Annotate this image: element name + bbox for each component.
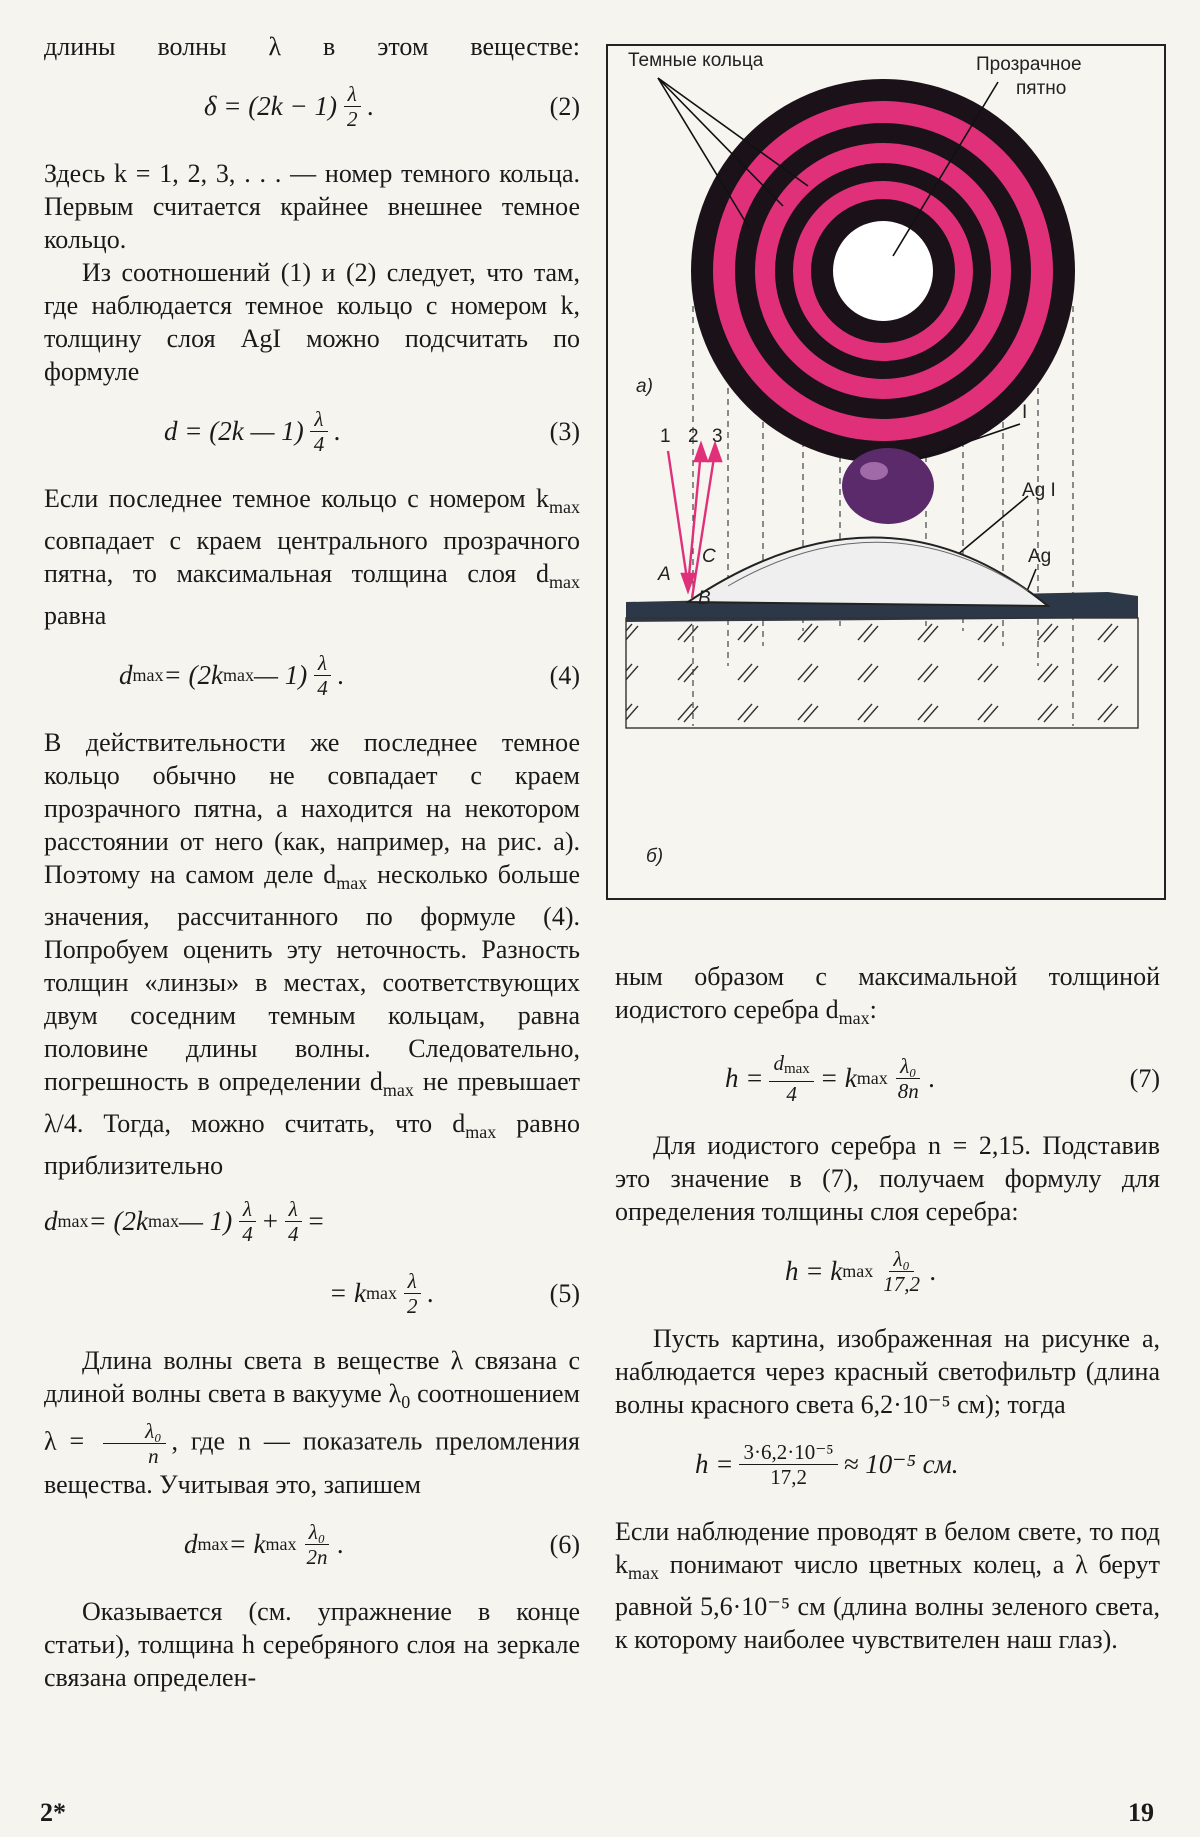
figure-drawing: [608, 46, 1164, 898]
paragraph: Если последнее темное кольцо с номером $k_{max}$ совпадает с краем центрального прозрачного пятна, то максимальная толщина слоя $d_{max}$ равна: [44, 484, 580, 630]
formula-7: h = $\frac{d_{max}}{4}$ = k max $\frac{\text{λ₀}}{8n}$ . (7): [725, 1050, 1160, 1106]
paragraph: Здесь k = 1, 2, 3, . . . — номер темного кольца. Первым считается крайнее внешнее темное кольцо.: [44, 159, 580, 254]
figure: [606, 44, 1166, 900]
light-rays: [668, 444, 721, 598]
label-ray-2: 2: [688, 426, 699, 447]
label-ray-3: 3: [712, 426, 723, 447]
page-number-left: 2*: [40, 1798, 66, 1827]
paragraph: Для иодистого серебра n = 2,15. Подставив это значение в (7), получаем формулу для определения толщины слоя серебра:: [615, 1131, 1160, 1226]
equation-number: (6): [549, 1529, 580, 1559]
equation-number: (7): [1129, 1063, 1160, 1093]
equation-number: (5): [549, 1278, 580, 1308]
formula-4: d max = (2k max — 1) $\frac{\lambda}{4}$ . (4): [44, 646, 580, 704]
label-clear-spot: Прозрачное: [976, 54, 1082, 75]
iodine-crystal: [842, 448, 934, 524]
label-iodine: I: [1022, 402, 1028, 423]
page-number-right: 19: [1128, 1798, 1154, 1827]
right-column: [615, 960, 1160, 1656]
label-point-a: A: [658, 564, 671, 585]
label-subfigure-b: б): [646, 846, 664, 867]
equation-number: (4): [549, 660, 580, 690]
formula-9: h = $\frac{\text{3·6,2·10⁻⁵}}{17,2}$ ≈ 10⁻⁵ см.: [695, 1439, 959, 1489]
formula-6: d max = k max $\frac{\text{λ₀}}{2n}$ . (6): [44, 1515, 580, 1573]
formula-8: h = k max $\frac{\text{λ₀}}{17,2}$ .: [785, 1246, 937, 1296]
formula-2: δ = (2k − 1) $\frac{\lambda}{2}$ . (2): [44, 77, 580, 135]
paragraph: Если наблюдение проводят в белом свете, то под $k_{max}$ понимают число цветных колец, а λ берут равной 5,6·10⁻⁵ см (длина волны зеленого света, к которому наиболее чувствителен наш глаз).: [615, 1517, 1160, 1654]
formula-5b: = k max $\frac{\lambda}{2}$ . (5): [44, 1264, 580, 1322]
paragraph: Длина волны света в веществе λ связана с длиной волны света в вакууме $\lambda_0$ соотношением λ = $\frac{\text{λ₀}}{n}$ , где n — показатель преломления вещества. Учитывая это, запишем: [44, 1346, 580, 1499]
paragraph: ным образом с максимальной толщиной иодистого серебра $d_{max}$:: [615, 962, 1160, 1028]
formula-5a: d max = (2k max — 1) $\frac{\lambda}{4}$ + $\frac{\lambda}{4}$ =: [44, 1196, 324, 1246]
label-ray-1: 1: [660, 426, 671, 447]
formula-3: d = (2k — 1) $\frac{\lambda}{4}$ . (3): [44, 402, 580, 460]
label-agi: Ag I: [1022, 480, 1056, 501]
glass-substrate: [626, 618, 1138, 728]
label-subfigure-a: а): [636, 376, 653, 397]
paragraph: В действительности же последнее темное кольцо обычно не совпадает с краем прозрачного пятна, а находится на некотором расстоянии от него (как, например, на рис. а). Поэтому на самом деле $d_{max}$ несколько больше значения, рассчитанного по формуле (4). Попробуем оценить эту неточность. Разность толщин «линзы» в местах, соответствующих двум соседним темным кольцам, равна половине длины волны. Следовательно, погрешность в определении $d_{max}$ не превышает λ/4. Тогда, можно считать, что $d_{max}$ равно приблизительно: [44, 728, 581, 1180]
label-point-b: B: [698, 588, 711, 609]
label-clear-spot: пятно: [1016, 78, 1067, 99]
label-point-c: C: [702, 546, 716, 567]
left-column: [44, 30, 580, 1694]
equation-number: (3): [549, 416, 580, 446]
label-ag: Ag: [1028, 546, 1052, 567]
equation-number: (2): [549, 91, 580, 121]
interference-rings: [691, 79, 1075, 463]
paragraph: Пусть картина, изображенная на рисунке а, наблюдается через красный светофильтр (длина волны красного света 6,2·10⁻⁵ см); тогда: [615, 1324, 1160, 1419]
paragraph: Оказывается (см. упражнение в конце статьи), толщина h серебряного слоя на зеркале связана определен-: [44, 1597, 580, 1692]
label-dark-rings: Темные кольца: [628, 50, 764, 71]
paragraph: Из соотношений (1) и (2) следует, что там, где наблюдается темное кольцо с номером k, толщину слоя AgI можно подсчитать по формуле: [44, 258, 580, 386]
paragraph: длины волны λ в этом веществе:: [44, 32, 580, 61]
